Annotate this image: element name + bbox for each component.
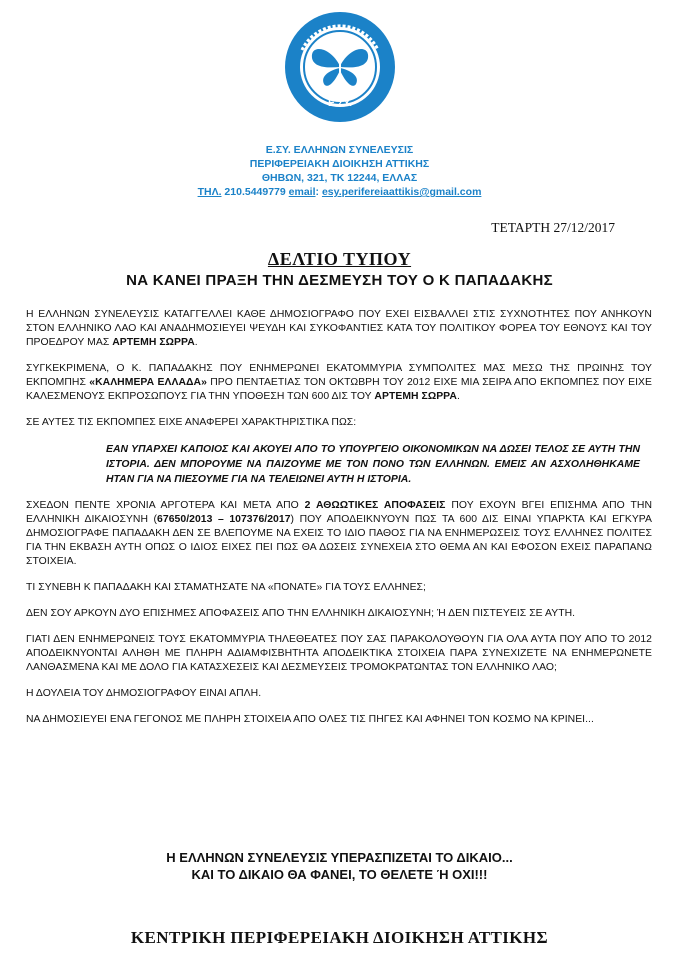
org-division: ΠΕΡΙΦΕΡΕΙΑΚΗ ΔΙΟΙΚΗΣΗ ΑΤΤΙΚΗΣ <box>249 158 430 170</box>
closing-line-1: Η ΕΛΛΗΝΩΝ ΣΥΝΕΛΕΥΣΙΣ ΥΠΕΡΑΣΠΙΖΕΤΑΙ ΤΟ ΔΙΚΑΙΟ... <box>166 850 513 865</box>
phone-label: ΤΗΛ. <box>197 186 222 198</box>
document-body <box>26 308 652 739</box>
closing-statement <box>0 849 679 883</box>
quote-block: ΕΑΝ ΥΠΑΡΧΕΙ ΚΑΠΟΙΟΣ ΚΑΙ ΑΚΟΥΕΙ ΑΠΟ ΤΟ ΥΠΟΥΡΓΕΙΟ ΟΙΚΟΝΟΜΙΚΩΝ ΝΑ ΔΩΣΕΙ ΤΕΛΟΣ ΣΕ ΑΥΤΗ ΤΗΝ ΙΣΤΟΡΙΑ. ΔΕΝ ΜΠΟΡΟΥΜΕ ΝΑ ΠΑΙΖΟΥΜΕ ΜΕ ΤΟΝ ΠΟΝΟ ΤΩΝ ΕΛΛΗΝΩΝ. ΕΜΕΙΣ ΑΝ ΑΣΧΟΛΗΘΗΚΑΜΕ ΗΤΑΝ ΓΙΑ ΝΑ ΠΙΕΣΟΥΜΕ ΓΙΑ ΝΑ ΤΕΛΕΙΩΝΕΙ ΑΥΤΗ Η ΙΣΤΟΡΙΑ. <box>106 444 640 485</box>
organization-logo <box>280 10 400 125</box>
text: ΠΟΥ ΕΧΟΥΝ ΒΓΕΙ ΕΠΙΣΗΜΑ ΑΠΟ ΤΗΝ ΕΛΛΗΝΙΚΗ ΔΙΚΑΙΟΣΥΝΗ ( <box>26 500 652 525</box>
phone-number: 210.5449779 <box>224 186 286 198</box>
document-title: ΔΕΛΤΙΟ ΤΥΠΟΥ <box>267 249 412 269</box>
paragraph-8: Η ΔΟΥΛΕΙΑ ΤΟΥ ΔΗΜΟΣΙΟΓΡΑΦΟΥ ΕΙΝΑΙ ΑΠΛΗ. <box>26 688 262 699</box>
emphasis: ΑΡΤΕΜΗ ΣΩΡΡΑ <box>112 337 195 348</box>
paragraph-1 <box>26 308 652 350</box>
document-subtitle: ΝΑ ΚΑΝΕΙ ΠΡΑΞΗ ΤΗΝ ΔΕΣΜΕΥΣΗ ΤΟΥ Ο Κ ΠΑΠΑΔΑΚΗΣ <box>126 272 553 289</box>
text: . <box>456 391 460 402</box>
paragraph-2 <box>26 362 652 404</box>
signature-footer: ΚΕΝΤΡΙΚΗ ΠΕΡΙΦΕΡΕΙΑΚΗ ΔΙΟΙΚΗΣΗ ΑΤΤΙΚΗΣ <box>130 928 549 947</box>
logo-abbreviation: Ε.ΣΥ. <box>328 98 352 109</box>
emphasis: 67650/2013 – 107376/2017 <box>157 514 291 525</box>
email-link[interactable]: esy.perifereiaattikis@gmail.com <box>321 186 482 198</box>
paragraph-3: ΣΕ ΑΥΤΕΣ ΤΙΣ ΕΚΠΟΜΠΕΣ ΕΙΧΕ ΑΝΑΦΕΡΕΙ ΧΑΡΑΚΤΗΡΙΣΤΙΚΑ ΠΩΣ: <box>26 417 357 428</box>
text: ΠΡΟ ΠΕΝΤΑΕΤΙΑΣ ΤΟΝ ΟΚΤΩΒΡΗ ΤΟΥ 2012 ΕΙΧΕ ΜΙΑ ΣΕΙΡΑ ΑΠΟ ΕΚΠΟΜΠΕΣ ΠΟΥ ΕΙΧΕ ΚΑΛΕΣΜΕΝΟΥΣ ΕΚΠΡΟΣΩΠΟΥΣ ΓΙΑ ΤΗΝ ΥΠΟΘΕΣΗ ΤΩΝ 600 ΔΙΣ ΤΟΥ <box>26 377 652 402</box>
text: . <box>194 337 198 348</box>
emphasis: ΑΡΤΕΜΗ ΣΩΡΡΑ <box>374 391 457 402</box>
paragraph-9: ΝΑ ΔΗΜΟΣΙΕΥΕΙ ΕΝΑ ΓΕΓΟΝΟΣ ΜΕ ΠΛΗΡΗ ΣΤΟΙΧΕΙΑ ΑΠΟ ΟΛΕΣ ΤΙΣ ΠΗΓΕΣ ΚΑΙ ΑΦΗΝΕΙ ΤΟΝ ΚΟΣΜΟ ΝΑ ΚΡΙΝΕΙ... <box>26 714 594 725</box>
closing-line-2: ΚΑΙ ΤΟ ΔΙΚΑΙΟ ΘΑ ΦΑΝΕΙ, ΤΟ ΘΕΛΕΤΕ Ή ΟΧΙ!!! <box>191 867 488 882</box>
paragraph-7: ΓΙΑΤΙ ΔΕΝ ΕΝΗΜΕΡΩΝΕΙΣ ΤΟΥΣ ΕΚΑΤΟΜΜΥΡΙΑ ΤΗΛΕΘΕΑΤΕΣ ΠΟΥ ΣΑΣ ΠΑΡΑΚΟΛΟΥΘΟΥΝ ΓΙΑ ΟΛΑ ΑΥΤΑ ΠΟΥ ΑΠΟ ΤΟ 2012 ΑΠΟΔΕΙΚΝΥΟΝΤΑΙ ΑΛΗΘΗ ΜΕ ΠΛΗΡΗ ΑΔΙΑΜΦΙΣΒΗΤΗΤΑ ΑΠΟΔΕΙΚΤΙΚΑ ΣΤΟΙΧΕΙΑ ΠΑΡΑ ΣΥΝΕΧΙΖΕΤΕ ΝΑ ΕΝΗΜΕΡΩΝΕΤΕ ΛΑΝΘΑΣΜΕΝΑ ΚΑΙ ΜΕ ΔΟΛΟ ΓΙΑ ΚΑΤΑΣΧΕΣΕΙΣ ΚΑΙ ΔΕΣΜΕΥΣΕΙΣ ΤΡΟΜΟΚΡΑΤΩΝΤΑΣ ΤΟΝ ΕΛΛΗΝΙΚΟ ΛΑΟ; <box>26 634 652 673</box>
text: ΣΧΕΔΟΝ ΠΕΝΤΕ ΧΡΟΝΙΑ ΑΡΓΟΤΕΡΑ ΚΑΙ ΜΕΤΑ ΑΠΟ <box>26 500 305 511</box>
email-label: email <box>288 186 316 198</box>
paragraph-4 <box>26 499 652 569</box>
emphasis: 2 ΑΘΩΩΤΙΚΕΣ ΑΠΟΦΑΣΕΙΣ <box>304 500 446 511</box>
letterhead <box>0 143 679 199</box>
org-address: ΘΗΒΩΝ, 321, ΤΚ 12244, ΕΛΛΑΣ <box>261 172 418 184</box>
text: ) ΠΟΥ ΑΠΟΔΕΙΚΝΥΟΥΝ ΠΩΣ ΤΑ 600 ΔΙΣ ΕΙΝΑΙ ΥΠΑΡΚΤΑ ΚΑΙ ΕΓΚΥΡΑ ΔΗΜΟΣΙΟΓΡΑΦΕ ΠΑΠΑΔΑΚΗ ΔΕΝ ΣΕ ΒΛΕΠΟΥΜΕ ΝΑ ΕΧΕΙΣ ΤΟ ΙΔΙΟ ΠΑΘΟΣ ΓΙΑ ΝΑ ΕΝΗΜΕΡΩΣΕΙΣ ΤΟΥΣ ΕΛΛΗΝΕΣ ΠΟΛΙΤΕΣ ΓΙΑ ΤΗΝ ΕΚΒΑΣΗ ΑΥΤΗ ΟΠΩΣ Ο ΙΔΙΟΣ ΕΙΧΕΣ ΠΕΙ ΠΩΣ ΘΑ ΔΩΣΕΙΣ ΣΥΝΕΧΕΙΑ ΣΤΟ ΘΕΜΑ ΑΝ ΚΑΙ ΕΦΟΣΟΝ ΕΧΕΙΣ ΠΑΡΑΠΑΝΩ ΣΤΟΙΧΕΙΑ. <box>26 514 652 567</box>
text: Η ΕΛΛΗΝΩΝ ΣΥΝΕΛΕΥΣΙΣ ΚΑΤΑΓΓΕΛΛΕΙ ΚΑΘΕ ΔΗΜΟΣΙΟΓΡΑΦΟ ΠΟΥ ΕΧΕΙ ΕΙΣΒΑΛΛΕΙ ΣΤΙΣ ΣΥΧΝΟΤΗΤΕΣ ΠΟΥ ΑΝΗΚΟΥΝ ΣΤΟΝ ΕΛΛΗΝΙΚΟ ΛΑΟ ΚΑΙ ΑΝΑΔΗΜΟΣΙΕΥΕΙ ΨΕΥΔΗ ΚΑΙ ΣΥΚΟΦΑΝΤΙΕΣ ΚΑΤΑ ΤΟΥ ΠΟΛΙΤΙΚΟΥ ΦΟΡΕΑ ΤΟΥ ΕΘΝΟΥΣ ΚΑΙ ΤΟΥ ΠΡΟΕΔΡΟΥ ΜΑΣ <box>26 309 652 348</box>
text: ΣΥΓΚΕΚΡΙΜΕΝΑ, Ο Κ. ΠΑΠΑΔΑΚΗΣ ΠΟΥ ΕΝΗΜΕΡΩΝΕΙ ΕΚΑΤΟΜΜΥΡΙΑ ΣΥΜΠΟΛΙΤΕΣ ΜΑΣ ΜΕΣΩ ΤΗΣ ΠΡΩΙΝΗΣ ΤΟΥ ΕΚΠΟΜΠΗΣ <box>26 363 652 388</box>
paragraph-5: ΤΙ ΣΥΝΕΒΗ Κ ΠΑΠΑΔΑΚΗ ΚΑΙ ΣΤΑΜΑΤΗΣΑΤΕ ΝΑ «ΠΟΝΑΤΕ» ΓΙΑ ΤΟΥΣ ΕΛΛΗΝΕΣ; <box>26 582 426 593</box>
paragraph-6: ΔΕΝ ΣΟΥ ΑΡΚΟΥΝ ΔΥΟ ΕΠΙΣΗΜΕΣ ΑΠΟΦΑΣΕΙΣ ΑΠΟ ΤΗΝ ΕΛΛΗΝΙΚΗ ΔΙΚΑΙΟΣΥΝΗ; Ή ΔΕΝ ΠΙΣΤΕΥΕΙΣ ΣΕ ΑΥΤΗ. <box>26 608 576 619</box>
org-name: Ε.ΣΥ. ΕΛΛΗΝΩΝ ΣΥΝΕΛΕΥΣΙΣ <box>265 144 414 156</box>
document-date: ΤΕΤΑΡΤΗ 27/12/2017 <box>491 220 615 235</box>
org-contact: ΤΗΛ. 210.5449779 email: esy.perifereiaattikis@gmail.com <box>197 186 482 198</box>
emphasis: «ΚΑΛΗΜΕΡΑ ΕΛΛΑΔΑ» <box>89 377 207 388</box>
